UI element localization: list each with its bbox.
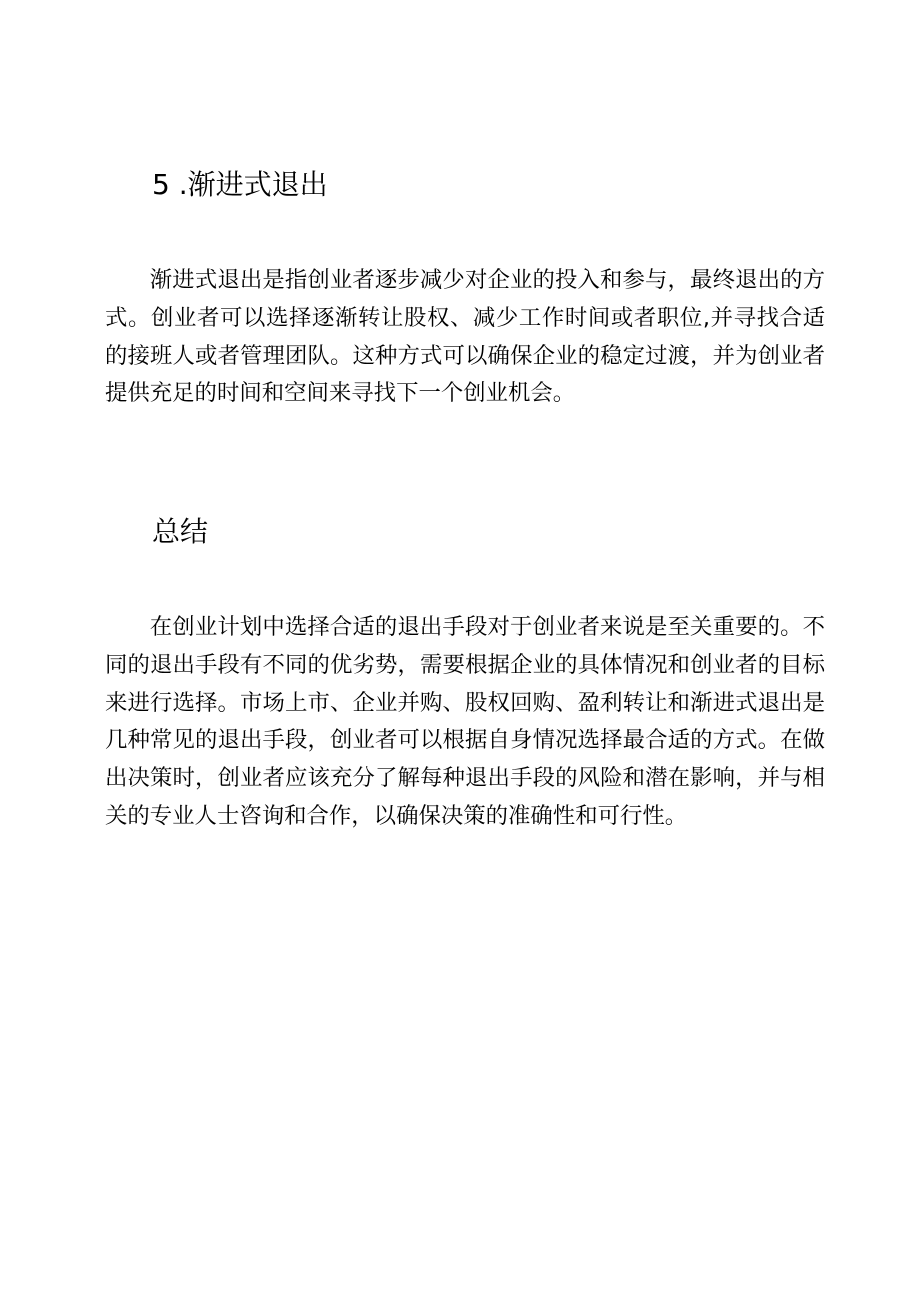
section-heading-gradual-exit: 5 .渐进式退出 (152, 168, 328, 201)
section-heading-summary: 总结 (152, 515, 209, 548)
summary-paragraph: 在创业计划中选择合适的退出手段对于创业者来说是至关重要的。不同的退出手段有不同的优劣势，需要根据企业的具体情况和创业者的目标来进行选择。市场上市、企业并购、股权回购、盈利转让和渐进式退出是几种常见的退出手段，创业者可以根据自身情况选择最合适的方式。在做出决策时，创业者应该充分了解每种退出手段的风险和潜在影响，并与相关的专业人士咨询和合作，以确保决策的准确性和可行性。 (105, 614, 825, 829)
gradual-exit-paragraph: 渐进式退出是指创业者逐步减少对企业的投入和参与，最终退出的方式。创业者可以选择逐渐转让股权、减少工作时间或者职位,并寻找合适的接班人或者管理团队。这种方式可以确保企业的稳定过渡，并为创业者提供充足的时间和空间来寻找下一个创业机会。 (105, 267, 825, 407)
